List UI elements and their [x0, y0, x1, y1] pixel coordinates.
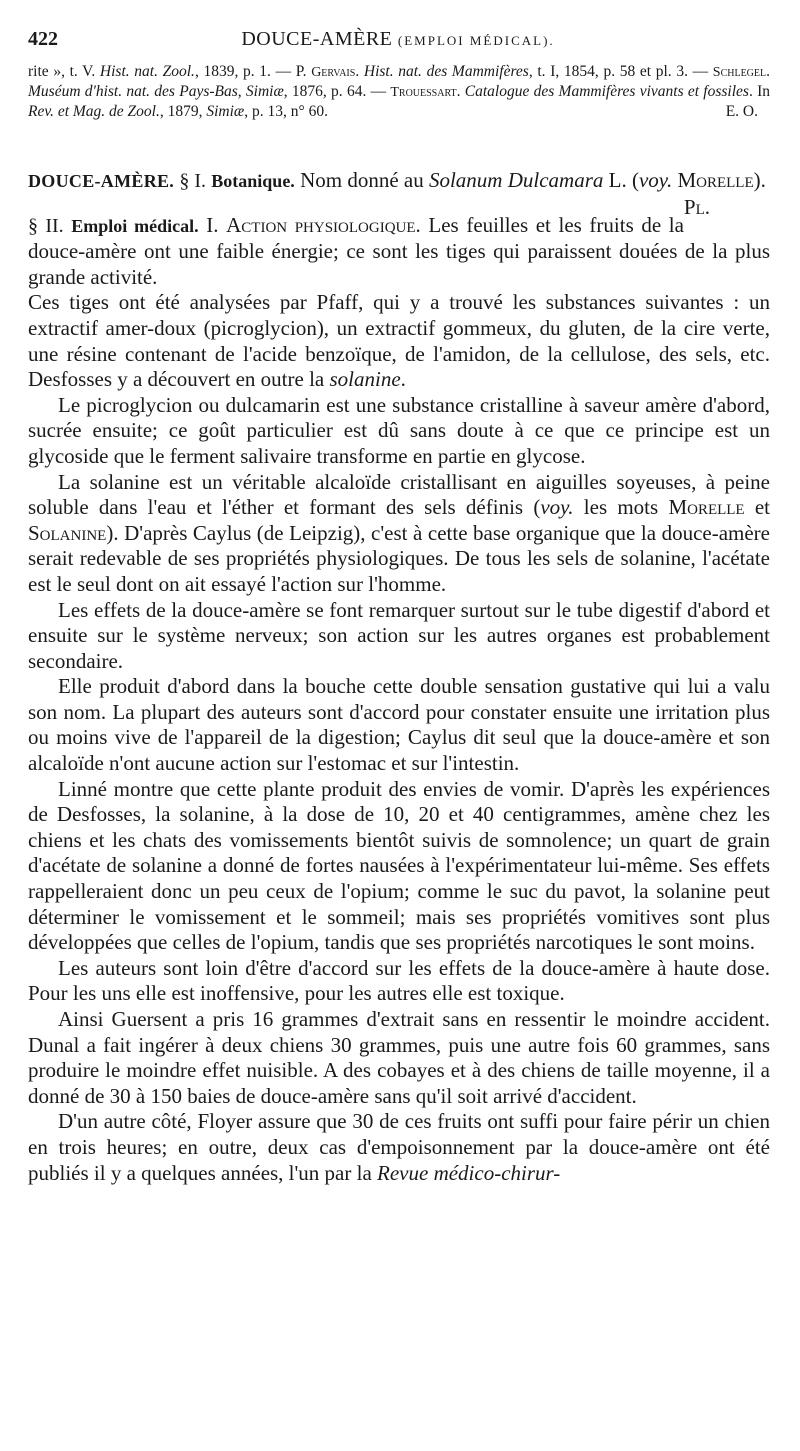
- ref-text: .: [355, 63, 364, 80]
- section-title: Emploi médical.: [71, 215, 199, 236]
- headword: DOUCE-AMÈRE.: [28, 171, 175, 191]
- ref-text: , 1839, p. 1. — P.: [194, 63, 312, 80]
- author-signature: E. O.: [725, 103, 758, 120]
- paragraph: Ainsi Guersent a pris 16 grammes d'extrait sans en ressentir le moindre accident. Dunal a fait ingérer à deux chiens 30 grammes, puis une autre fois 60 grammes, sans produire le moindre effet nuisible. A des cobayes et à des chiens de taille moyenne, il a donné de 30 à 150 baies de douce-amère sans qu'il soit arrivé d'accident.: [28, 1007, 770, 1108]
- cross-reference: Morelle: [677, 168, 754, 192]
- body-text: et: [744, 495, 771, 520]
- ref-text: .: [456, 83, 465, 100]
- ref-italic: Simiæ: [206, 103, 245, 120]
- body-text: I.: [198, 212, 227, 237]
- body-text: Ces tiges ont été analysées par Pfaff, qui y a trouvé les substances suivantes : un extractif amer-doux (picroglycion), un extractif gommeux, du gluten, de la cire verte, une résine contenant de l'acide benzoïque, de l'amidon, de la cellulose, des sels, etc. Desfosses y a découvert en outre la: [28, 290, 770, 392]
- ref-text: , 1876, p. 64. —: [283, 83, 391, 100]
- running-title-main: DOUCE-AMÈRE: [241, 28, 393, 50]
- body-text: D'un autre côté, Floyer assure que 30 de ces fruits ont suffi pour faire périr un chien en trois heures; en outre, deux cas d'empoisonnement par la douce-amère ont été publiés il y a quelques années, l'un par la: [28, 1109, 770, 1185]
- body-text: La solanine est un véritable alcaloïde cristallisant en aiguilles soyeuses, à peine soluble dans l'eau et l'éther et formant des sels définis (: [28, 469, 770, 520]
- paragraph: Le picroglycion ou dulcamarin est une substance cristalline à saveur amère d'abord, sucrée ensuite; ce goût particulier est dû sans doute à ce que ce principe est un glycoside que le ferment salivaire transforme en partie en glycose.: [28, 392, 770, 468]
- ref-italic: Catalogue des Mammifères vivants et fossiles: [464, 83, 749, 100]
- ref-text: rite », t. V.: [28, 63, 100, 80]
- subsection-title: Action physiologique: [226, 212, 416, 237]
- ref-text: , t. I, 1854, p. 58 et pl. 3. —: [528, 63, 713, 80]
- ref-author: Gervais: [311, 65, 356, 80]
- body-italic: Revue médico-chirur-: [377, 1160, 561, 1185]
- ref-text: . In: [748, 83, 771, 100]
- botanique-paragraph: [28, 168, 770, 219]
- running-header: [28, 28, 768, 56]
- section2-paragraph: [28, 213, 770, 291]
- running-title: [28, 28, 768, 51]
- body-italic: voy.: [540, 495, 574, 520]
- body-italic: voy.: [638, 168, 673, 192]
- ref-author: Schlegel: [712, 65, 767, 80]
- body-text: ). D'après Caylus (de Leipzig), c'est à cette base organique que la douce-amère serait redevable de ses propriétés physiologiques. De tous les sels de solanine, l'acétate est le seul dont on ait essayé l'action sur l'homme.: [28, 520, 770, 596]
- section-mark: § I.: [179, 170, 207, 192]
- paragraph: [28, 290, 770, 392]
- ref-text: , 1879,: [159, 103, 207, 120]
- page-number: 422: [28, 28, 58, 50]
- ref-italic: Hist. nat. des Mammifères: [363, 63, 529, 80]
- paragraph: Les effets de la douce-amère se font remarquer surtout sur le tube digestif d'abord et ensuite sur le système nerveux; son action sur les autres organes est probablement secondaire.: [28, 597, 770, 673]
- body-text: . Les feuilles et les fruits de la douce-amère ont une faible énergie; ce sont les tiges qui paraissent douées de la plus grande activité.: [28, 212, 770, 289]
- ref-italic: Rev. et Mag. de Zool.: [28, 103, 160, 120]
- cross-reference: Morelle: [668, 495, 745, 520]
- body-text: Nom donné au: [294, 168, 429, 192]
- body-italic: Solanum Dulcamara: [428, 168, 604, 192]
- ref-italic: Hist. nat. Zool.: [99, 63, 195, 80]
- paragraph: Elle produit d'abord dans la bouche cette double sensation gustative qui lui a valu son nom. La plupart des auteurs sont d'accord pour constater ensuite une irritation plus ou moins vive de l'appareil de la digestion; Caylus dit seul que la douce-amère et son alcaloïde n'ont aucune action sur l'estomac et sur l'intestin.: [28, 674, 770, 776]
- ref-text: .: [766, 63, 770, 80]
- ref-italic: Muséum d'hist. nat. des Pays-Bas, Simiæ: [28, 83, 284, 100]
- body-text: L. (: [603, 168, 639, 192]
- bibliography-references: [28, 62, 770, 121]
- ref-author: Trouessart: [390, 85, 457, 100]
- body-italic: solanine: [329, 367, 401, 392]
- section-mark: § II.: [28, 214, 64, 237]
- running-title-sub: (EMPLOI MÉDICAL).: [397, 33, 555, 48]
- cross-reference: Solanine: [28, 520, 107, 545]
- body-text: les mots: [573, 495, 669, 520]
- body-text: .: [400, 367, 406, 392]
- body-text: ).: [753, 168, 766, 192]
- paragraph: [28, 1109, 770, 1186]
- paragraph: [28, 470, 770, 598]
- paragraph: Linné montre que cette plante produit des envies de vomir. D'après les expériences de Desfosses, la solanine, à la dose de 10, 20 et 40 centigrammes, amène chez les chiens et les chats des vomissements bientôt suivis de somnolence; un quart de grain d'acétate de solanine a donné de fortes nausées à l'expérimentateur lui-même. Ses effets rappelleraient donc un peu ceux de l'opium; comme le suc du pavot, la solanine peut déterminer le vomissement et le sommeil; mais ses propriétés vomitives sont plus développées que celles de l'opium, tandis que ses propriétés narcotiques le sont moins.: [28, 776, 770, 955]
- author-signature: Pl.: [683, 194, 710, 219]
- article-body: [28, 168, 770, 1186]
- section-title: Botanique.: [211, 171, 295, 191]
- ref-text: , p. 13, n° 60.: [244, 103, 328, 120]
- paragraph: Les auteurs sont loin d'être d'accord sur les effets de la douce-amère à haute dose. Pour les uns elle est inoffensive, pour les autres elle est toxique.: [28, 955, 770, 1006]
